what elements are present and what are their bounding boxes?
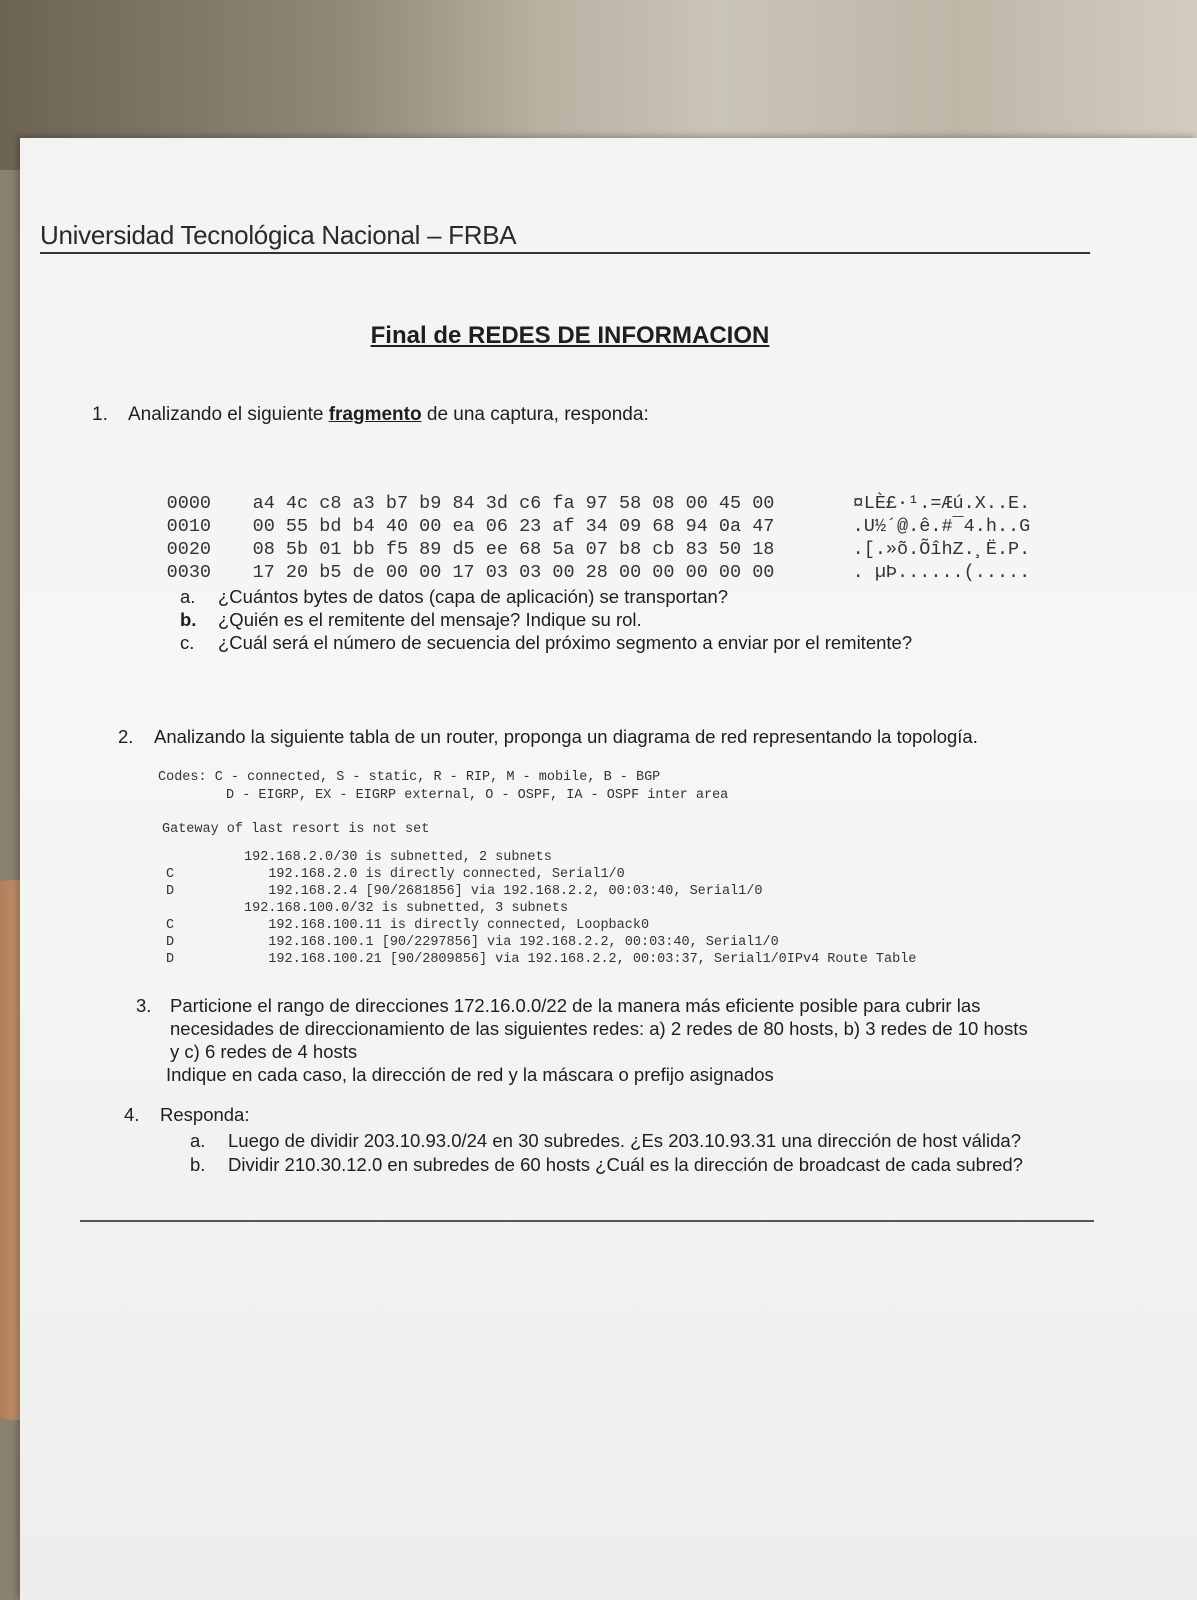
subquestion-letter: b. <box>190 1154 206 1175</box>
hex-bytes: 08 5b 01 bb f5 89 d5 ee 68 5a 07 b8 cb 83 50 18 <box>252 539 775 560</box>
subquestion-text: ¿Cuántos bytes de datos (capa de aplicación) se transportan? <box>218 586 729 607</box>
route-row <box>166 935 916 952</box>
question-2-text: Analizando la siguiente tabla de un router, proponga un diagrama de red representando la topología. <box>154 726 978 747</box>
hex-dump <box>100 472 1031 583</box>
question-3-line: Indique en cada caso, la dirección de red y la máscara o prefijo asignados <box>166 1064 774 1085</box>
subquestion <box>180 632 912 655</box>
question-3-line: y c) 6 redes de 4 hosts <box>170 1041 358 1062</box>
subquestion <box>190 1130 1023 1154</box>
question-number: 2. <box>118 726 134 747</box>
subquestion-text: Luego de dividir 203.10.93.0/24 en 30 subredes. ¿Es 203.10.93.31 una dirección de host válida? <box>228 1130 1021 1151</box>
route-text: 192.168.2.0 is directly connected, Serial1/0 <box>244 867 625 882</box>
codes-line-2: D - EIGRP, EX - EIGRP external, O - OSPF, IA - OSPF inter area <box>226 788 729 803</box>
hex-row <box>100 472 1031 514</box>
hex-ascii: .U½´@.ê.#¯4.h..G <box>852 516 1031 537</box>
question-2 <box>118 726 978 748</box>
route-text: 192.168.100.21 [90/2809856] via 192.168.2.2, 00:03:37, Serial1/0IPv4 Route Table <box>244 952 917 967</box>
route-text: 192.168.100.1 [90/2297856] via 192.168.2.2, 00:03:40, Serial1/0 <box>244 935 779 950</box>
hex-ascii: . µÞ......(..... <box>852 562 1031 583</box>
document-title: Final de REDES DE INFORMACION <box>370 322 770 349</box>
subquestion-letter: a. <box>190 1130 206 1151</box>
question-number: 4. <box>124 1104 140 1125</box>
question-3-text: Particione el rango de direcciones 172.16.0.0/22 de la manera más eficiente posible para cubrir las <box>170 995 981 1016</box>
subquestion-letter: b. <box>180 609 197 630</box>
codes-line-1: Codes: C - connected, S - static, R - RIP, M - mobile, B - BGP <box>158 770 661 785</box>
hex-bytes: a4 4c c8 a3 b7 b9 84 3d c6 fa 97 58 08 00 45 00 <box>252 493 775 514</box>
exam-sheet <box>20 138 1197 1600</box>
hex-bytes: 00 55 bd b4 40 00 ea 06 23 af 34 09 68 94 0a 47 <box>252 516 775 537</box>
question-4-subquestions <box>190 1130 1023 1178</box>
route-row <box>166 884 916 901</box>
route-text: 192.168.100.0/32 is subnetted, 3 subnets <box>244 901 569 916</box>
hex-ascii: ¤LÈ£·¹.=Æú.X..E. <box>852 493 1031 514</box>
route-code: C <box>166 918 175 933</box>
hex-offset: 0010 <box>166 516 212 537</box>
question-3-line <box>136 994 1028 1017</box>
route-code: D <box>166 884 175 899</box>
hex-bytes: 17 20 b5 de 00 00 17 03 03 00 28 00 00 00 00 00 <box>252 562 775 583</box>
hex-offset: 0000 <box>166 493 212 514</box>
route-row <box>166 952 916 969</box>
route-code: D <box>166 952 175 967</box>
route-row <box>166 901 916 918</box>
hex-offset: 0020 <box>166 539 212 560</box>
question-3-line: necesidades de direccionamiento de las siguientes redes: a) 2 redes de 80 hosts, b) 3 redes de 10 hosts <box>170 1018 1028 1039</box>
subquestion <box>180 586 912 609</box>
header-divider <box>40 252 1090 254</box>
route-code: C <box>166 867 175 882</box>
question-4 <box>124 1104 249 1126</box>
route-code: D <box>166 935 175 950</box>
question-1-subquestions <box>180 586 912 655</box>
university-header: Universidad Tecnológica Nacional – FRBA <box>40 220 517 250</box>
subquestion-text: ¿Quién es el remitente del mensaje? Indique su rol. <box>218 609 642 630</box>
question-number: 3. <box>136 995 152 1016</box>
question-1-text-start: Analizando el siguiente <box>128 404 324 425</box>
question-3 <box>136 994 1028 1086</box>
subquestion <box>180 609 912 632</box>
question-4-text: Responda: <box>160 1104 250 1125</box>
question-number: 1. <box>92 404 108 425</box>
subquestion-letter: c. <box>180 632 195 653</box>
route-row <box>166 850 916 867</box>
hex-ascii: .[.»õ.ÕîhZ.¸Ë.P. <box>852 539 1031 560</box>
route-text: 192.168.2.4 [90/2681856] via 192.168.2.2, 00:03:40, Serial1/0 <box>244 884 763 899</box>
question-1-emphasis: fragmento <box>328 404 422 425</box>
subquestion-text: ¿Cuál será el número de secuencia del próximo segmento a enviar por el remitente? <box>218 632 913 653</box>
route-row <box>166 918 916 935</box>
subquestion <box>190 1154 1023 1178</box>
route-text: 192.168.2.0/30 is subnetted, 2 subnets <box>244 850 552 865</box>
route-text: 192.168.100.11 is directly connected, Loopback0 <box>244 918 650 933</box>
question-1 <box>92 404 649 426</box>
question-1-text-end: de una captura, responda: <box>426 404 649 425</box>
gateway-line: Gateway of last resort is not set <box>162 822 430 837</box>
footer-divider <box>80 1220 1094 1222</box>
hex-offset: 0030 <box>166 562 212 583</box>
route-table <box>166 850 916 969</box>
subquestion-text: Dividir 210.30.12.0 en subredes de 60 hosts ¿Cuál es la dirección de broadcast de cada subred? <box>228 1154 1023 1175</box>
subquestion-letter: a. <box>180 586 196 607</box>
route-row <box>166 867 916 884</box>
